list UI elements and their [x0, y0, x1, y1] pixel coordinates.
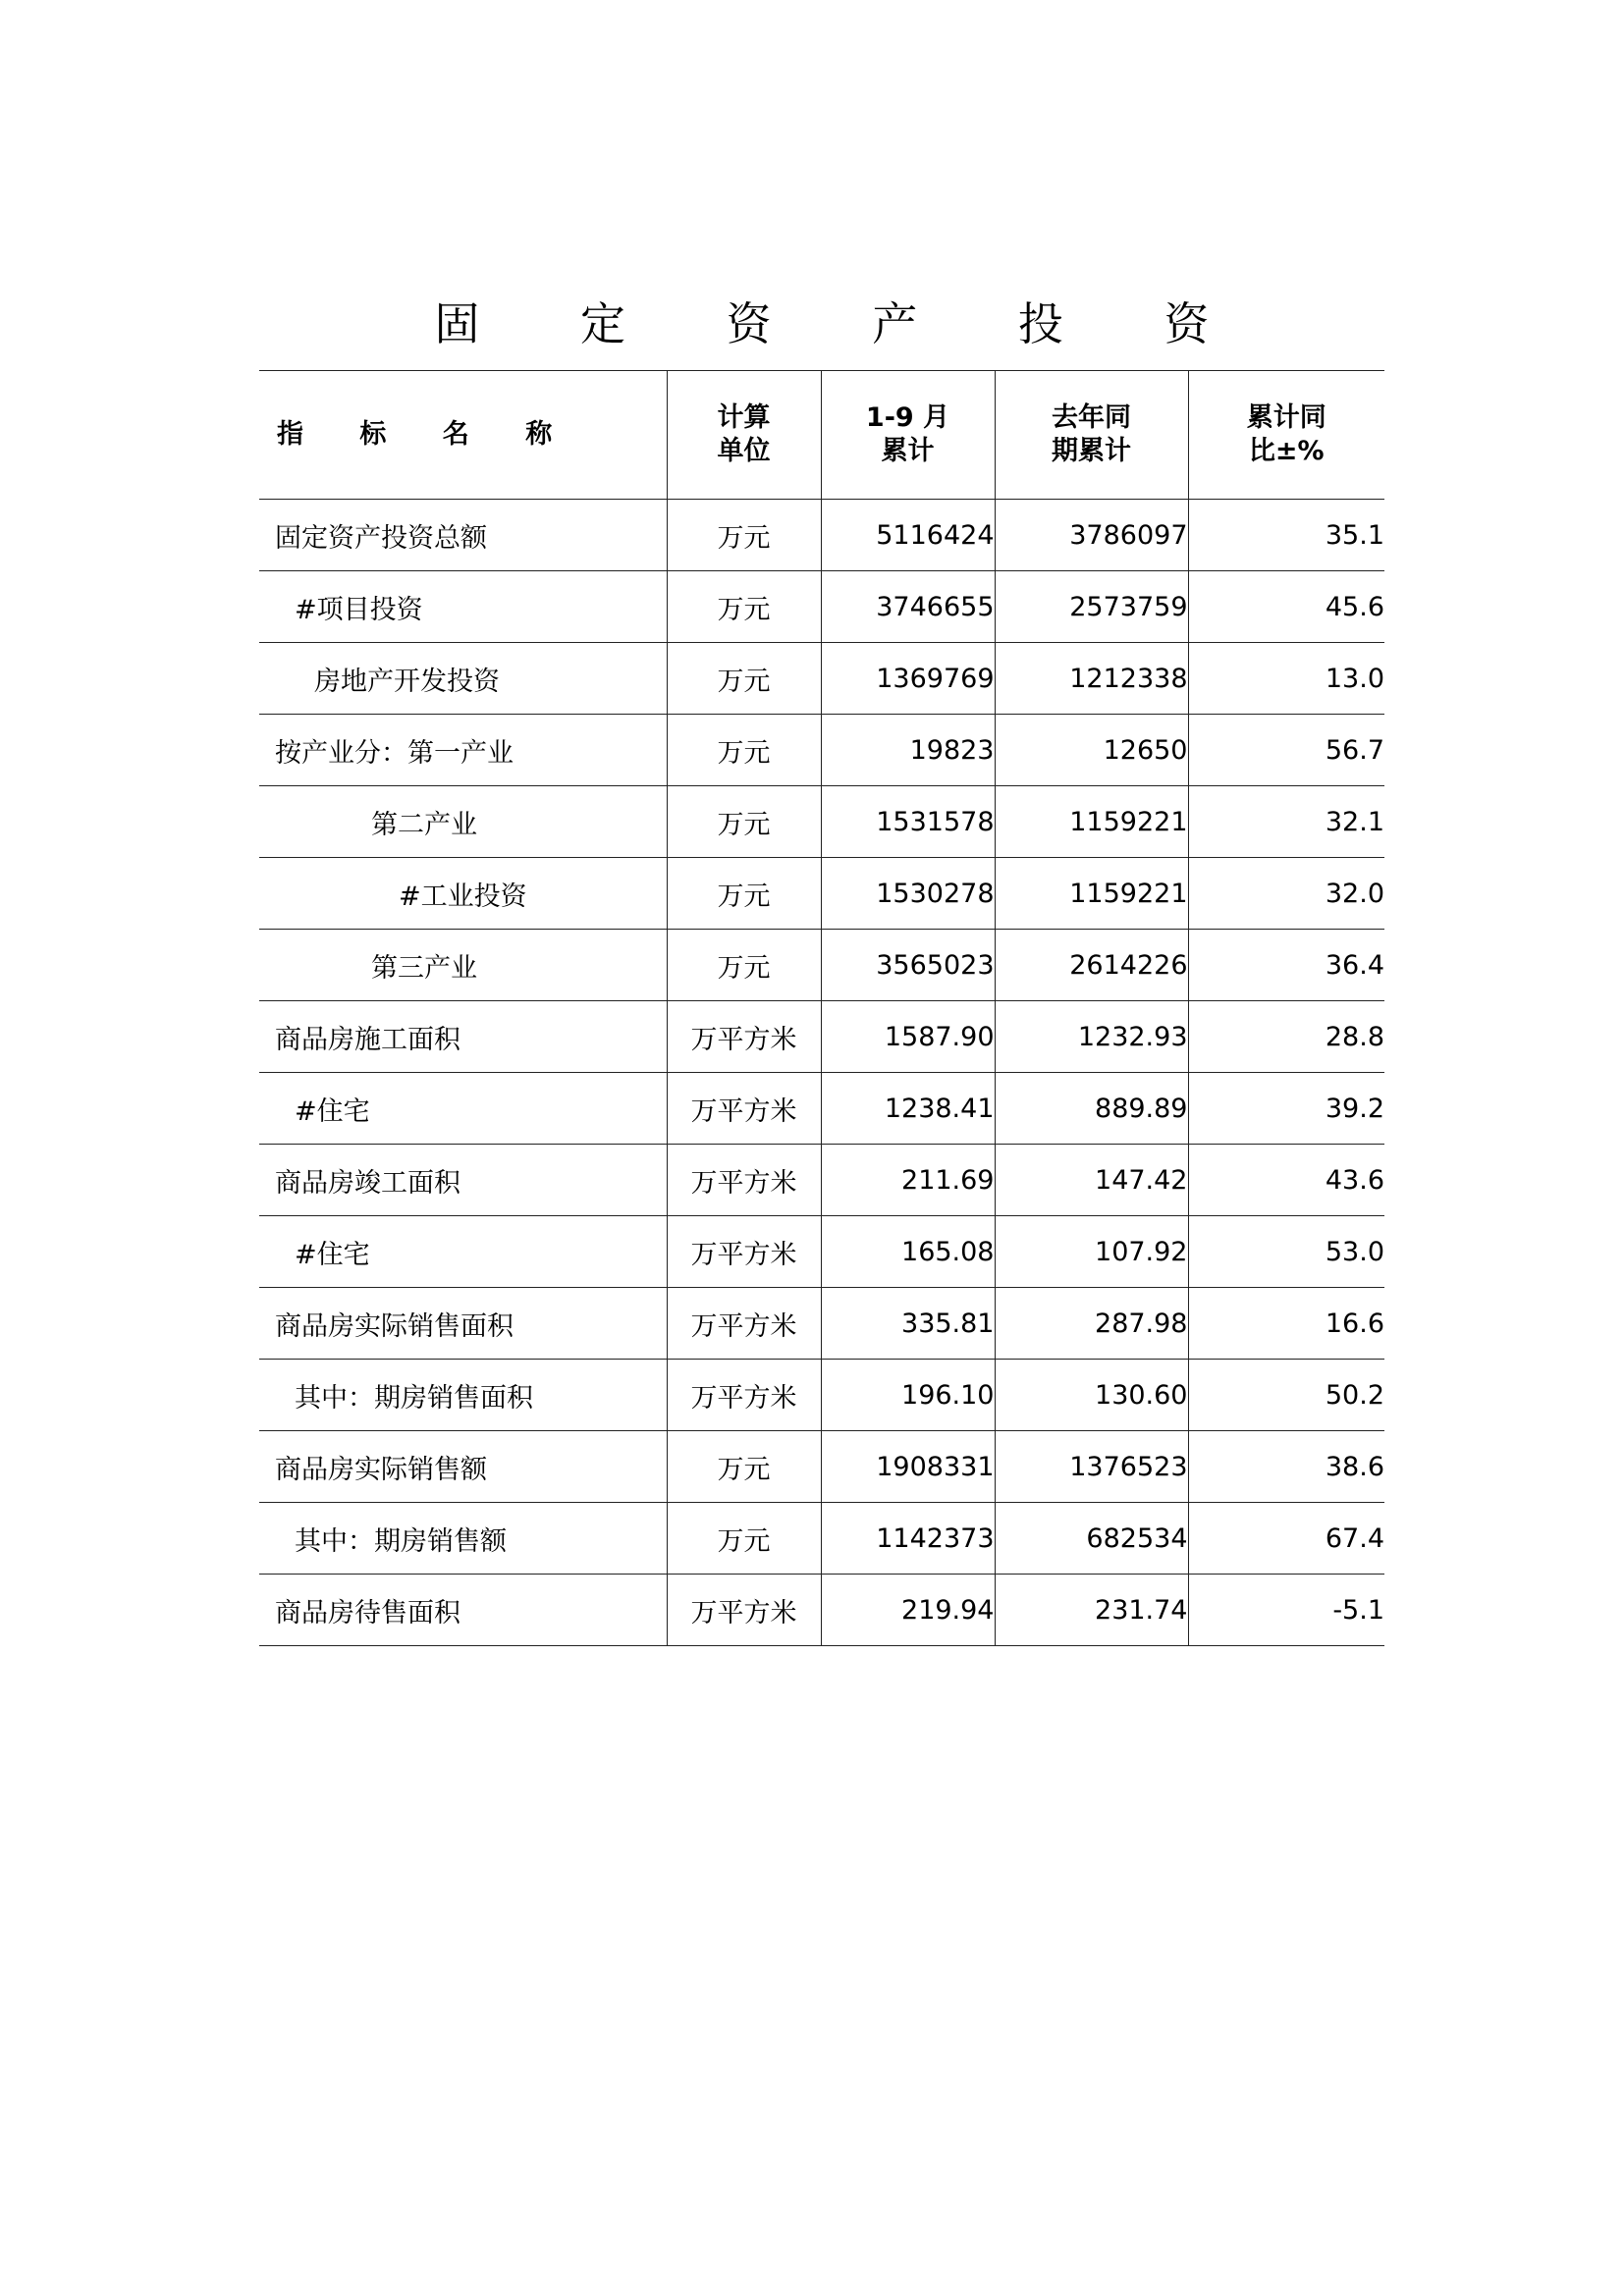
- row-name: #住宅: [259, 1073, 667, 1145]
- row-change: 16.6: [1188, 1288, 1384, 1360]
- row-change: 45.6: [1188, 571, 1384, 643]
- row-change: 32.0: [1188, 858, 1384, 930]
- row-change: 67.4: [1188, 1503, 1384, 1575]
- table-row: [259, 1001, 1384, 1073]
- row-unit: 万元: [667, 930, 821, 1001]
- row-current: 219.94: [821, 1575, 995, 1646]
- row-last-year: 1232.93: [995, 1001, 1188, 1073]
- table-row: [259, 1288, 1384, 1360]
- row-current: 1142373: [821, 1503, 995, 1575]
- row-last-year: 231.74: [995, 1575, 1188, 1646]
- row-name: 其中：期房销售面积: [259, 1360, 667, 1431]
- row-name: 第三产业: [259, 930, 667, 1001]
- row-current: 1369769: [821, 643, 995, 715]
- header-current-period: 1-9 月 累计: [821, 371, 995, 500]
- row-last-year: 682534: [995, 1503, 1188, 1575]
- row-name: #住宅: [259, 1216, 667, 1288]
- table-row: [259, 571, 1384, 643]
- row-current: 1908331: [821, 1431, 995, 1503]
- row-unit: 万元: [667, 1431, 821, 1503]
- row-current: 3746655: [821, 571, 995, 643]
- row-change: 35.1: [1188, 500, 1384, 571]
- row-unit: 万元: [667, 571, 821, 643]
- row-last-year: 1159221: [995, 858, 1188, 930]
- row-name: 固定资产投资总额: [259, 500, 667, 571]
- table-header-row: [259, 371, 1384, 500]
- statistics-table: [259, 370, 1384, 1646]
- row-current: 1531578: [821, 786, 995, 858]
- page-title: 固 定 资 产 投 资: [434, 297, 1253, 350]
- header-unit: 计算 单位: [667, 371, 821, 500]
- row-last-year: 287.98: [995, 1288, 1188, 1360]
- row-last-year: 2614226: [995, 930, 1188, 1001]
- row-change: 36.4: [1188, 930, 1384, 1001]
- row-change: 50.2: [1188, 1360, 1384, 1431]
- row-name: 商品房施工面积: [259, 1001, 667, 1073]
- row-unit: 万平方米: [667, 1073, 821, 1145]
- row-last-year: 147.42: [995, 1145, 1188, 1216]
- row-unit: 万平方米: [667, 1288, 821, 1360]
- row-change: 28.8: [1188, 1001, 1384, 1073]
- row-unit: 万元: [667, 1503, 821, 1575]
- header-yoy-change: 累计同 比±%: [1188, 371, 1384, 500]
- row-name: 第二产业: [259, 786, 667, 858]
- row-change: 32.1: [1188, 786, 1384, 858]
- row-change: -5.1: [1188, 1575, 1384, 1646]
- row-name: 按产业分：第一产业: [259, 715, 667, 786]
- row-unit: 万元: [667, 715, 821, 786]
- row-name: 其中：期房销售额: [259, 1503, 667, 1575]
- row-unit: 万元: [667, 858, 821, 930]
- row-unit: 万元: [667, 786, 821, 858]
- row-change: 53.0: [1188, 1216, 1384, 1288]
- header-indicator-name: 指 标 名 称: [259, 371, 667, 500]
- table-row: [259, 1216, 1384, 1288]
- row-current: 5116424: [821, 500, 995, 571]
- row-current: 335.81: [821, 1288, 995, 1360]
- row-current: 1238.41: [821, 1073, 995, 1145]
- row-unit: 万平方米: [667, 1001, 821, 1073]
- table-row: [259, 930, 1384, 1001]
- row-current: 211.69: [821, 1145, 995, 1216]
- row-current: 165.08: [821, 1216, 995, 1288]
- row-current: 1530278: [821, 858, 995, 930]
- row-last-year: 12650: [995, 715, 1188, 786]
- row-current: 3565023: [821, 930, 995, 1001]
- row-current: 19823: [821, 715, 995, 786]
- row-name: 商品房竣工面积: [259, 1145, 667, 1216]
- row-name: #项目投资: [259, 571, 667, 643]
- row-last-year: 3786097: [995, 500, 1188, 571]
- row-change: 38.6: [1188, 1431, 1384, 1503]
- table-row: [259, 1431, 1384, 1503]
- row-last-year: 107.92: [995, 1216, 1188, 1288]
- row-last-year: 130.60: [995, 1360, 1188, 1431]
- table-row: [259, 1360, 1384, 1431]
- table-row: [259, 1575, 1384, 1646]
- row-current: 1587.90: [821, 1001, 995, 1073]
- row-unit: 万平方米: [667, 1360, 821, 1431]
- row-last-year: 1376523: [995, 1431, 1188, 1503]
- row-change: 56.7: [1188, 715, 1384, 786]
- table-row: [259, 1503, 1384, 1575]
- row-unit: 万平方米: [667, 1575, 821, 1646]
- header-last-year: 去年同 期累计: [995, 371, 1188, 500]
- row-change: 13.0: [1188, 643, 1384, 715]
- row-unit: 万元: [667, 643, 821, 715]
- row-unit: 万平方米: [667, 1145, 821, 1216]
- row-name: 商品房实际销售额: [259, 1431, 667, 1503]
- table-row: [259, 858, 1384, 930]
- table-row: [259, 715, 1384, 786]
- row-change: 39.2: [1188, 1073, 1384, 1145]
- row-last-year: 1212338: [995, 643, 1188, 715]
- row-last-year: 1159221: [995, 786, 1188, 858]
- row-name: 商品房实际销售面积: [259, 1288, 667, 1360]
- table-row: [259, 643, 1384, 715]
- table-row: [259, 1073, 1384, 1145]
- row-last-year: 889.89: [995, 1073, 1188, 1145]
- row-name: 商品房待售面积: [259, 1575, 667, 1646]
- row-name: #工业投资: [259, 858, 667, 930]
- table-row: [259, 786, 1384, 858]
- row-unit: 万平方米: [667, 1216, 821, 1288]
- row-name: 房地产开发投资: [259, 643, 667, 715]
- table-row: [259, 500, 1384, 571]
- row-last-year: 2573759: [995, 571, 1188, 643]
- row-unit: 万元: [667, 500, 821, 571]
- row-current: 196.10: [821, 1360, 995, 1431]
- row-change: 43.6: [1188, 1145, 1384, 1216]
- table-row: [259, 1145, 1384, 1216]
